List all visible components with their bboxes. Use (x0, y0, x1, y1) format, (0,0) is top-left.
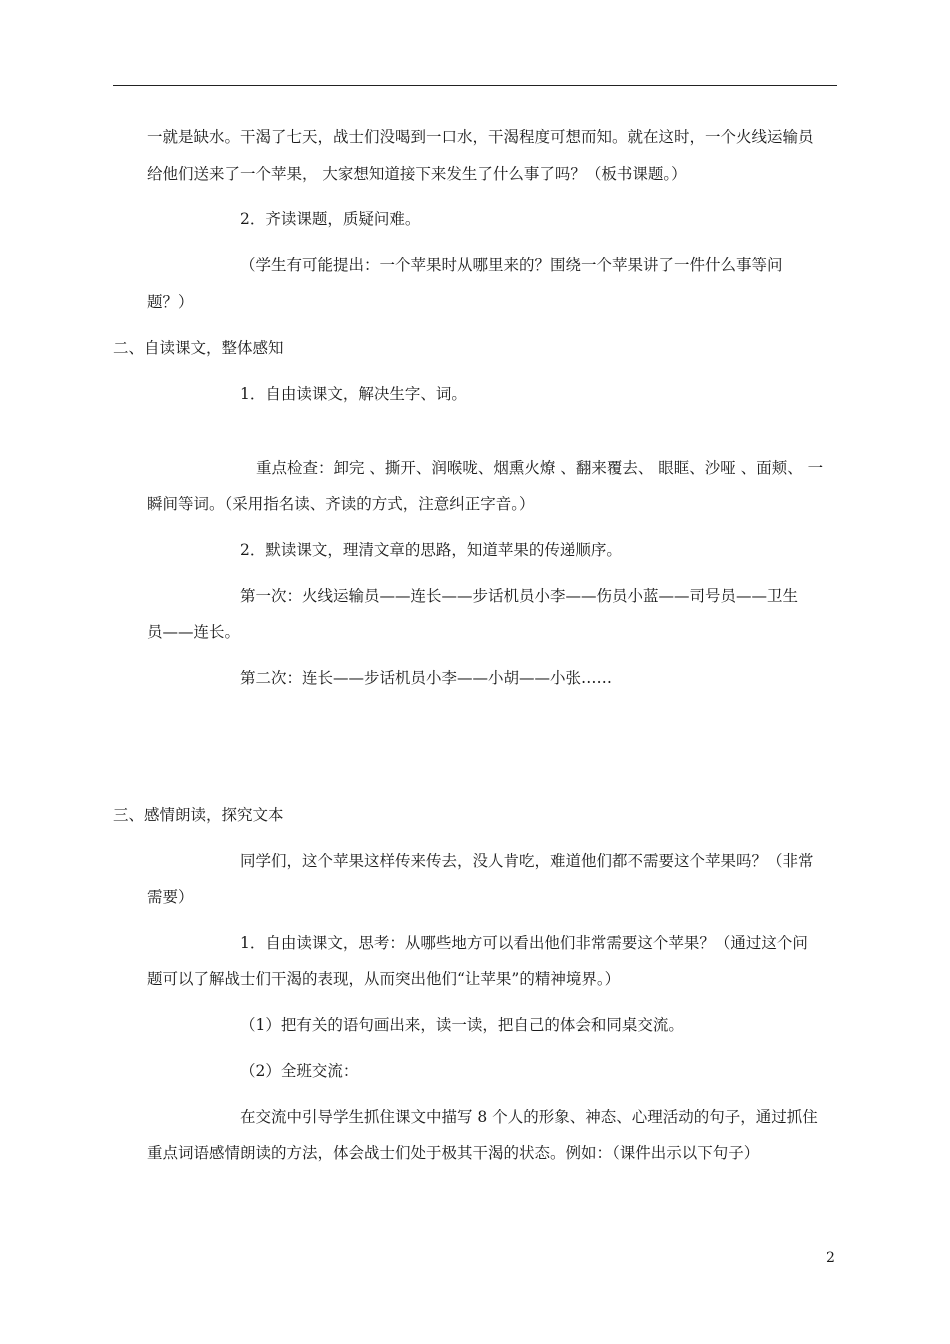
text-line: 题可以了解战士们干渴的表现，从而突出他们“让苹果”的精神境界。） (147, 970, 621, 988)
section-heading: 二、自读课文，整体感知 (113, 339, 284, 357)
text-line: 题？） (147, 293, 194, 311)
text-line: 重点词语感情朗读的方法，体会战士们处于极其干渴的状态。例如：（课件出示以下句子） (147, 1144, 760, 1162)
text-line: （1）把有关的语句画出来，读一读，把自己的体会和同桌交流。 (240, 1016, 684, 1034)
text-line: 2．齐读课题，质疑问难。 (240, 210, 421, 228)
page-number: 2 (826, 1250, 835, 1266)
text-line: 员——连长。 (147, 623, 241, 641)
text-line: 瞬间等词。（采用指名读、齐读的方式，注意纠正字音。） (147, 495, 535, 513)
text-line: 一就是缺水。干渴了七天，战士们没喝到一口水，干渴程度可想而知。就在这时，一个火线运输员 (147, 128, 814, 146)
text-line: 2．默读课文，理清文章的思路，知道苹果的传递顺序。 (240, 541, 622, 559)
text-line: 在交流中引导学生抓住课文中描写 8 个人的形象、神态、心理活动的句子，通过抓住 (240, 1108, 818, 1126)
text-line: 需要） (147, 888, 194, 906)
text-line: （2）全班交流： (240, 1062, 359, 1080)
text-line: （学生有可能提出：一个苹果时从哪里来的？围绕一个苹果讲了一件什么事等问 (240, 256, 783, 274)
section-heading: 三、感情朗读，探究文本 (113, 806, 284, 824)
header-rule (113, 85, 837, 86)
text-line: 第二次：连长——步话机员小李——小胡——小张…… (240, 669, 613, 687)
text-line: 同学们，这个苹果这样传来传去，没人肯吃，难道他们都不需要这个苹果吗？（非常 (240, 852, 814, 870)
text-line: 第一次：火线运输员——连长——步话机员小李——伤员小蓝——司号员——卫生 (240, 587, 799, 605)
text-line: 1．自由读课文，思考：从哪些地方可以看出他们非常需要这个苹果？（通过这个问 (240, 934, 808, 952)
text-line: 重点检查：卸完 、撕开、润喉咙、烟熏火燎 、翻来覆去、 眼眶、沙哑 、面颊、 一 (256, 459, 824, 477)
text-line: 1．自由读课文，解决生字、词。 (240, 385, 467, 403)
text-line: 给他们送来了一个苹果， 大家想知道接下来发生了什么事了吗？（板书课题。） (147, 165, 687, 183)
